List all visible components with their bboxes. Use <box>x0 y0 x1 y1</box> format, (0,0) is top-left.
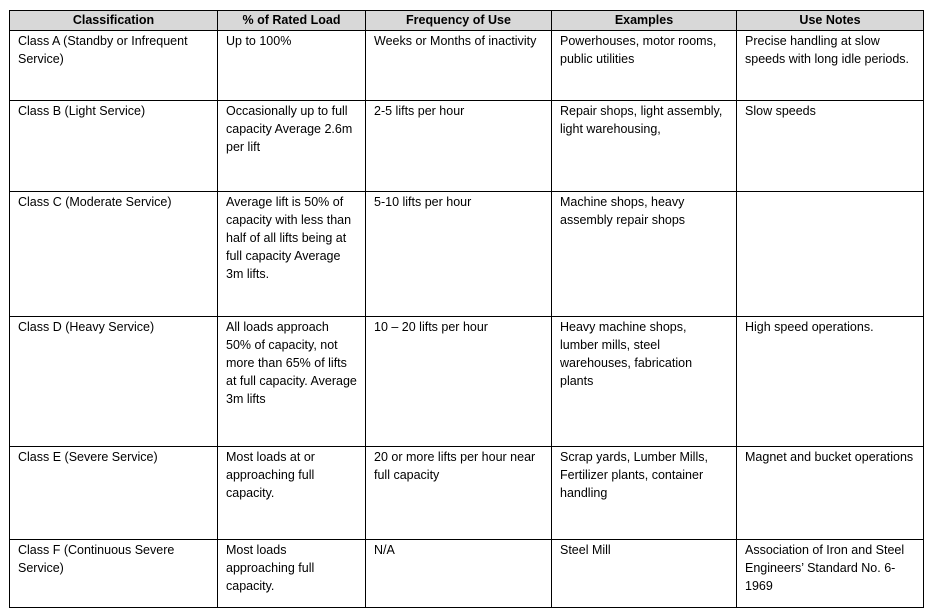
cell-use-notes: Slow speeds <box>737 101 924 192</box>
header-classification: Classification <box>10 11 218 31</box>
cell-rated-load: Average lift is 50% of capacity with less than half of all lifts being at full capacity Average 3m lifts. <box>218 192 366 317</box>
cell-rated-load: Occasionally up to full capacity Average 2.6m per lift <box>218 101 366 192</box>
cell-examples: Heavy machine shops, lumber mills, steel warehouses, fabrication plants <box>552 317 737 447</box>
cell-examples: Powerhouses, motor rooms, public utilities <box>552 31 737 101</box>
cell-rated-load: Most loads at or approaching full capacity. <box>218 447 366 540</box>
cell-frequency: 5-10 lifts per hour <box>366 192 552 317</box>
cell-frequency: 20 or more lifts per hour near full capacity <box>366 447 552 540</box>
cell-rated-load: All loads approach 50% of capacity, not more than 65% of lifts at full capacity. Average 3m lifts <box>218 317 366 447</box>
cell-examples: Machine shops, heavy assembly repair shops <box>552 192 737 317</box>
cell-classification: Class B (Light Service) <box>10 101 218 192</box>
cell-frequency: N/A <box>366 540 552 608</box>
cell-frequency: Weeks or Months of inactivity <box>366 31 552 101</box>
table-row <box>10 540 924 608</box>
cell-classification: Class A (Standby or Infrequent Service) <box>10 31 218 101</box>
header-use-notes: Use Notes <box>737 11 924 31</box>
cell-use-notes: Magnet and bucket operations <box>737 447 924 540</box>
cell-rated-load: Most loads approaching full capacity. <box>218 540 366 608</box>
cell-examples: Repair shops, light assembly, light warehousing, <box>552 101 737 192</box>
header-examples: Examples <box>552 11 737 31</box>
header-frequency: Frequency of Use <box>366 11 552 31</box>
table-header-row <box>10 11 924 31</box>
cell-classification: Class E (Severe Service) <box>10 447 218 540</box>
cell-rated-load: Up to 100% <box>218 31 366 101</box>
table-row <box>10 447 924 540</box>
cell-classification: Class C (Moderate Service) <box>10 192 218 317</box>
cell-frequency: 2-5 lifts per hour <box>366 101 552 192</box>
table-row <box>10 101 924 192</box>
crane-service-classification-table <box>9 10 924 608</box>
cell-classification: Class F (Continuous Severe Service) <box>10 540 218 608</box>
table-row <box>10 192 924 317</box>
cell-use-notes: High speed operations. <box>737 317 924 447</box>
cell-examples: Steel Mill <box>552 540 737 608</box>
cell-examples: Scrap yards, Lumber Mills, Fertilizer plants, container handling <box>552 447 737 540</box>
cell-use-notes: Precise handling at slow speeds with long idle periods. <box>737 31 924 101</box>
cell-classification: Class D (Heavy Service) <box>10 317 218 447</box>
table-row <box>10 31 924 101</box>
cell-use-notes: Association of Iron and Steel Engineers’ Standard No. 6-1969 <box>737 540 924 608</box>
cell-use-notes <box>737 192 924 317</box>
header-rated-load: % of Rated Load <box>218 11 366 31</box>
cell-frequency: 10 – 20 lifts per hour <box>366 317 552 447</box>
table-row <box>10 317 924 447</box>
